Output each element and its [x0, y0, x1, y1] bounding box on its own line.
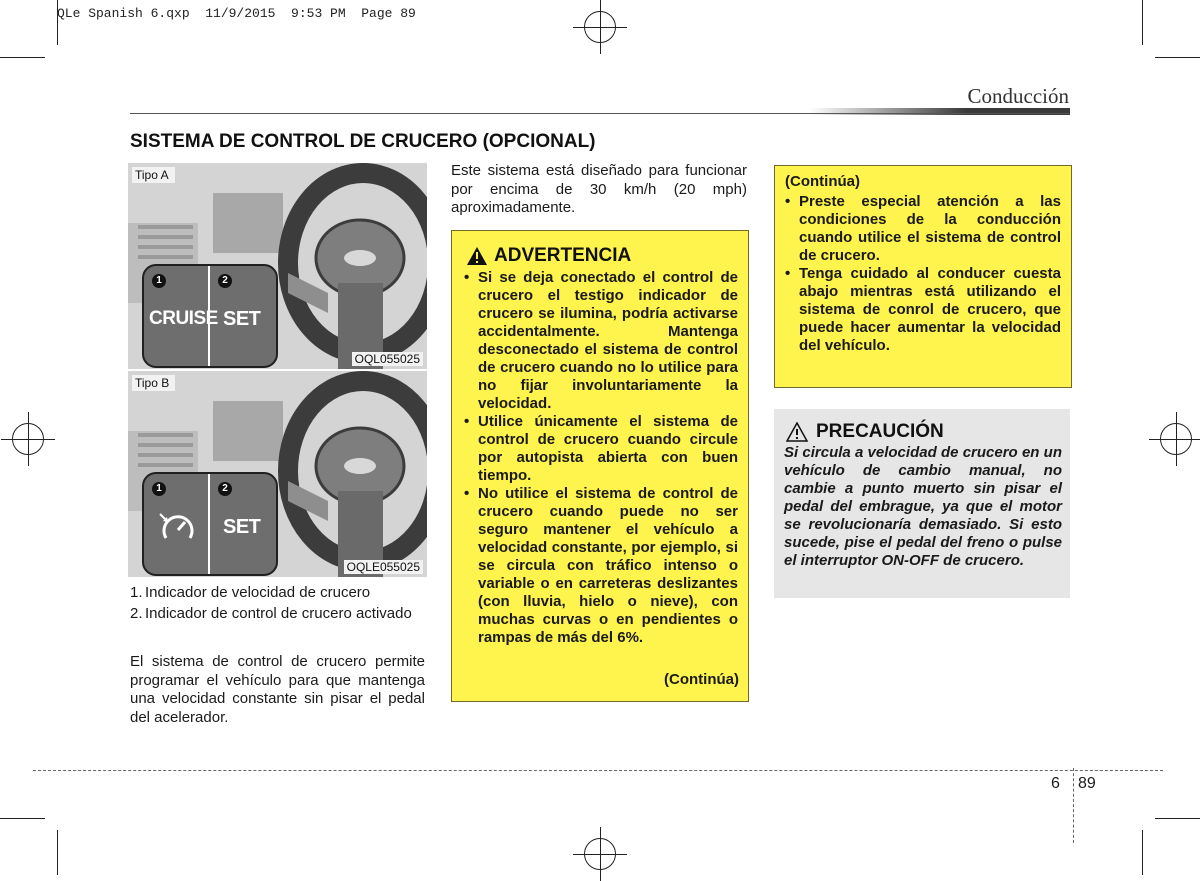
print-slug: QLe Spanish 6.qxp 11/9/2015 9:53 PM Page 89 — [57, 6, 416, 21]
crop-mark — [1155, 57, 1200, 58]
page-title: SISTEMA DE CONTROL DE CRUCERO (OPCIONAL) — [130, 131, 596, 152]
warning-continued: (Continúa) — [664, 671, 739, 688]
registration-mark — [1160, 423, 1192, 455]
continued-list — [777, 193, 1061, 355]
set-indicator-label: SET — [223, 308, 261, 330]
crop-mark — [1142, 0, 1143, 45]
callout-divider — [208, 474, 210, 574]
figure-legend — [130, 584, 425, 623]
legend-text: Indicador de control de crucero activado — [145, 604, 412, 622]
continued-heading: (Continúa) — [785, 173, 860, 190]
header-rule — [130, 113, 1070, 114]
caution-box — [774, 409, 1070, 598]
footer-divider — [1073, 768, 1074, 843]
figure-label: Tipo A — [132, 167, 175, 183]
warning-box — [451, 230, 749, 702]
figure-code: OQL055025 — [352, 352, 423, 366]
cruise-indicator-label: CRUISE — [149, 308, 218, 329]
callout-number: 2 — [218, 274, 232, 288]
page-number: 89 — [1078, 775, 1096, 792]
callout-number: 1 — [152, 482, 166, 496]
warning-triangle-icon — [466, 246, 488, 266]
warning-item: • No utilice el sistema de control de crucero cuando puede no ser seguro mantener el vehículo a velocidad constante, por ejemplo, si se circula con tráfico intenso o variable o en carreteras deslizantes (con lluvia, hielo o nieve), con muchas curvas o en pendientes o rampas de más del 6%. — [456, 485, 738, 647]
chapter-number: 6 — [1051, 775, 1060, 792]
callout-panel — [142, 264, 278, 368]
legend-item — [130, 584, 425, 603]
caution-triangle-icon — [786, 422, 808, 442]
legend-text: Indicador de velocidad de crucero — [145, 584, 371, 601]
warning-header — [466, 245, 631, 267]
caution-header — [786, 421, 944, 443]
registration-mark — [584, 838, 616, 870]
section-title: Conducción — [967, 84, 1069, 108]
crop-mark — [0, 57, 45, 58]
callout-number: 1 — [152, 274, 166, 288]
continued-item: • Tenga cuidado al conducer cuesta abajo mientras está utilizando el sistema de conrol de crucero, que puede hacer aumentar la velocidad del vehículo. — [777, 265, 1061, 355]
caution-text: Si circula a velocidad de crucero en un vehículo de cambio manual, no cambie a punto muerto sin pisar el pedal del embrague, ya que el motor se revolucionaría demasiado. Si esto sucede, pise el pedal del freno o pulse el interruptor ON-OFF de crucero. — [784, 444, 1062, 569]
set-indicator-label: SET — [223, 516, 261, 538]
callout-panel — [142, 472, 278, 576]
continued-item: • Preste especial atención a las condiciones de la conducción cuando utilice el sistema de control de crucero. — [777, 193, 1061, 265]
cruise-speedometer-icon — [158, 510, 198, 544]
registration-mark — [584, 11, 616, 43]
warning-list — [456, 269, 738, 647]
warning-title: ADVERTENCIA — [494, 245, 632, 266]
registration-mark — [12, 423, 44, 455]
crop-mark — [1155, 818, 1200, 819]
figure-tipo-b — [128, 371, 427, 577]
crop-mark — [57, 830, 58, 875]
operating-speed-note: Este sistema está diseñado para funcionar por encima de 30 km/h (20 mph) aproximadamente. — [451, 162, 747, 216]
figure-tipo-a — [128, 163, 427, 369]
footer-rule — [33, 770, 1163, 771]
legend-number: 2. — [130, 604, 143, 622]
crop-mark — [1142, 830, 1143, 875]
intro-paragraph: El sistema de control de crucero permite programar el vehículo para que mantenga una velocidad constante sin pisar el pedal del acelerador. — [130, 653, 425, 726]
callout-number: 2 — [218, 482, 232, 496]
crop-mark — [0, 818, 45, 819]
warning-item: • Utilice únicamente el sistema de control de crucero cuando circule por autopista abierta con buen tiempo. — [456, 413, 738, 485]
figure-code: OQLE055025 — [344, 560, 423, 574]
figure-label: Tipo B — [132, 375, 175, 391]
continued-warning-box — [774, 165, 1072, 388]
legend-number: 1. — [130, 584, 143, 601]
warning-item: • Si se deja conectado el control de crucero el testigo indicador de crucero se ilumina, podría activarse accidentalmente. Mantenga desconectado el sistema de control de crucero cuando no lo utilice para no fijar involuntariamente la velocidad. — [456, 269, 738, 413]
caution-title: PRECAUCIÓN — [816, 421, 944, 442]
legend-item — [130, 605, 425, 624]
